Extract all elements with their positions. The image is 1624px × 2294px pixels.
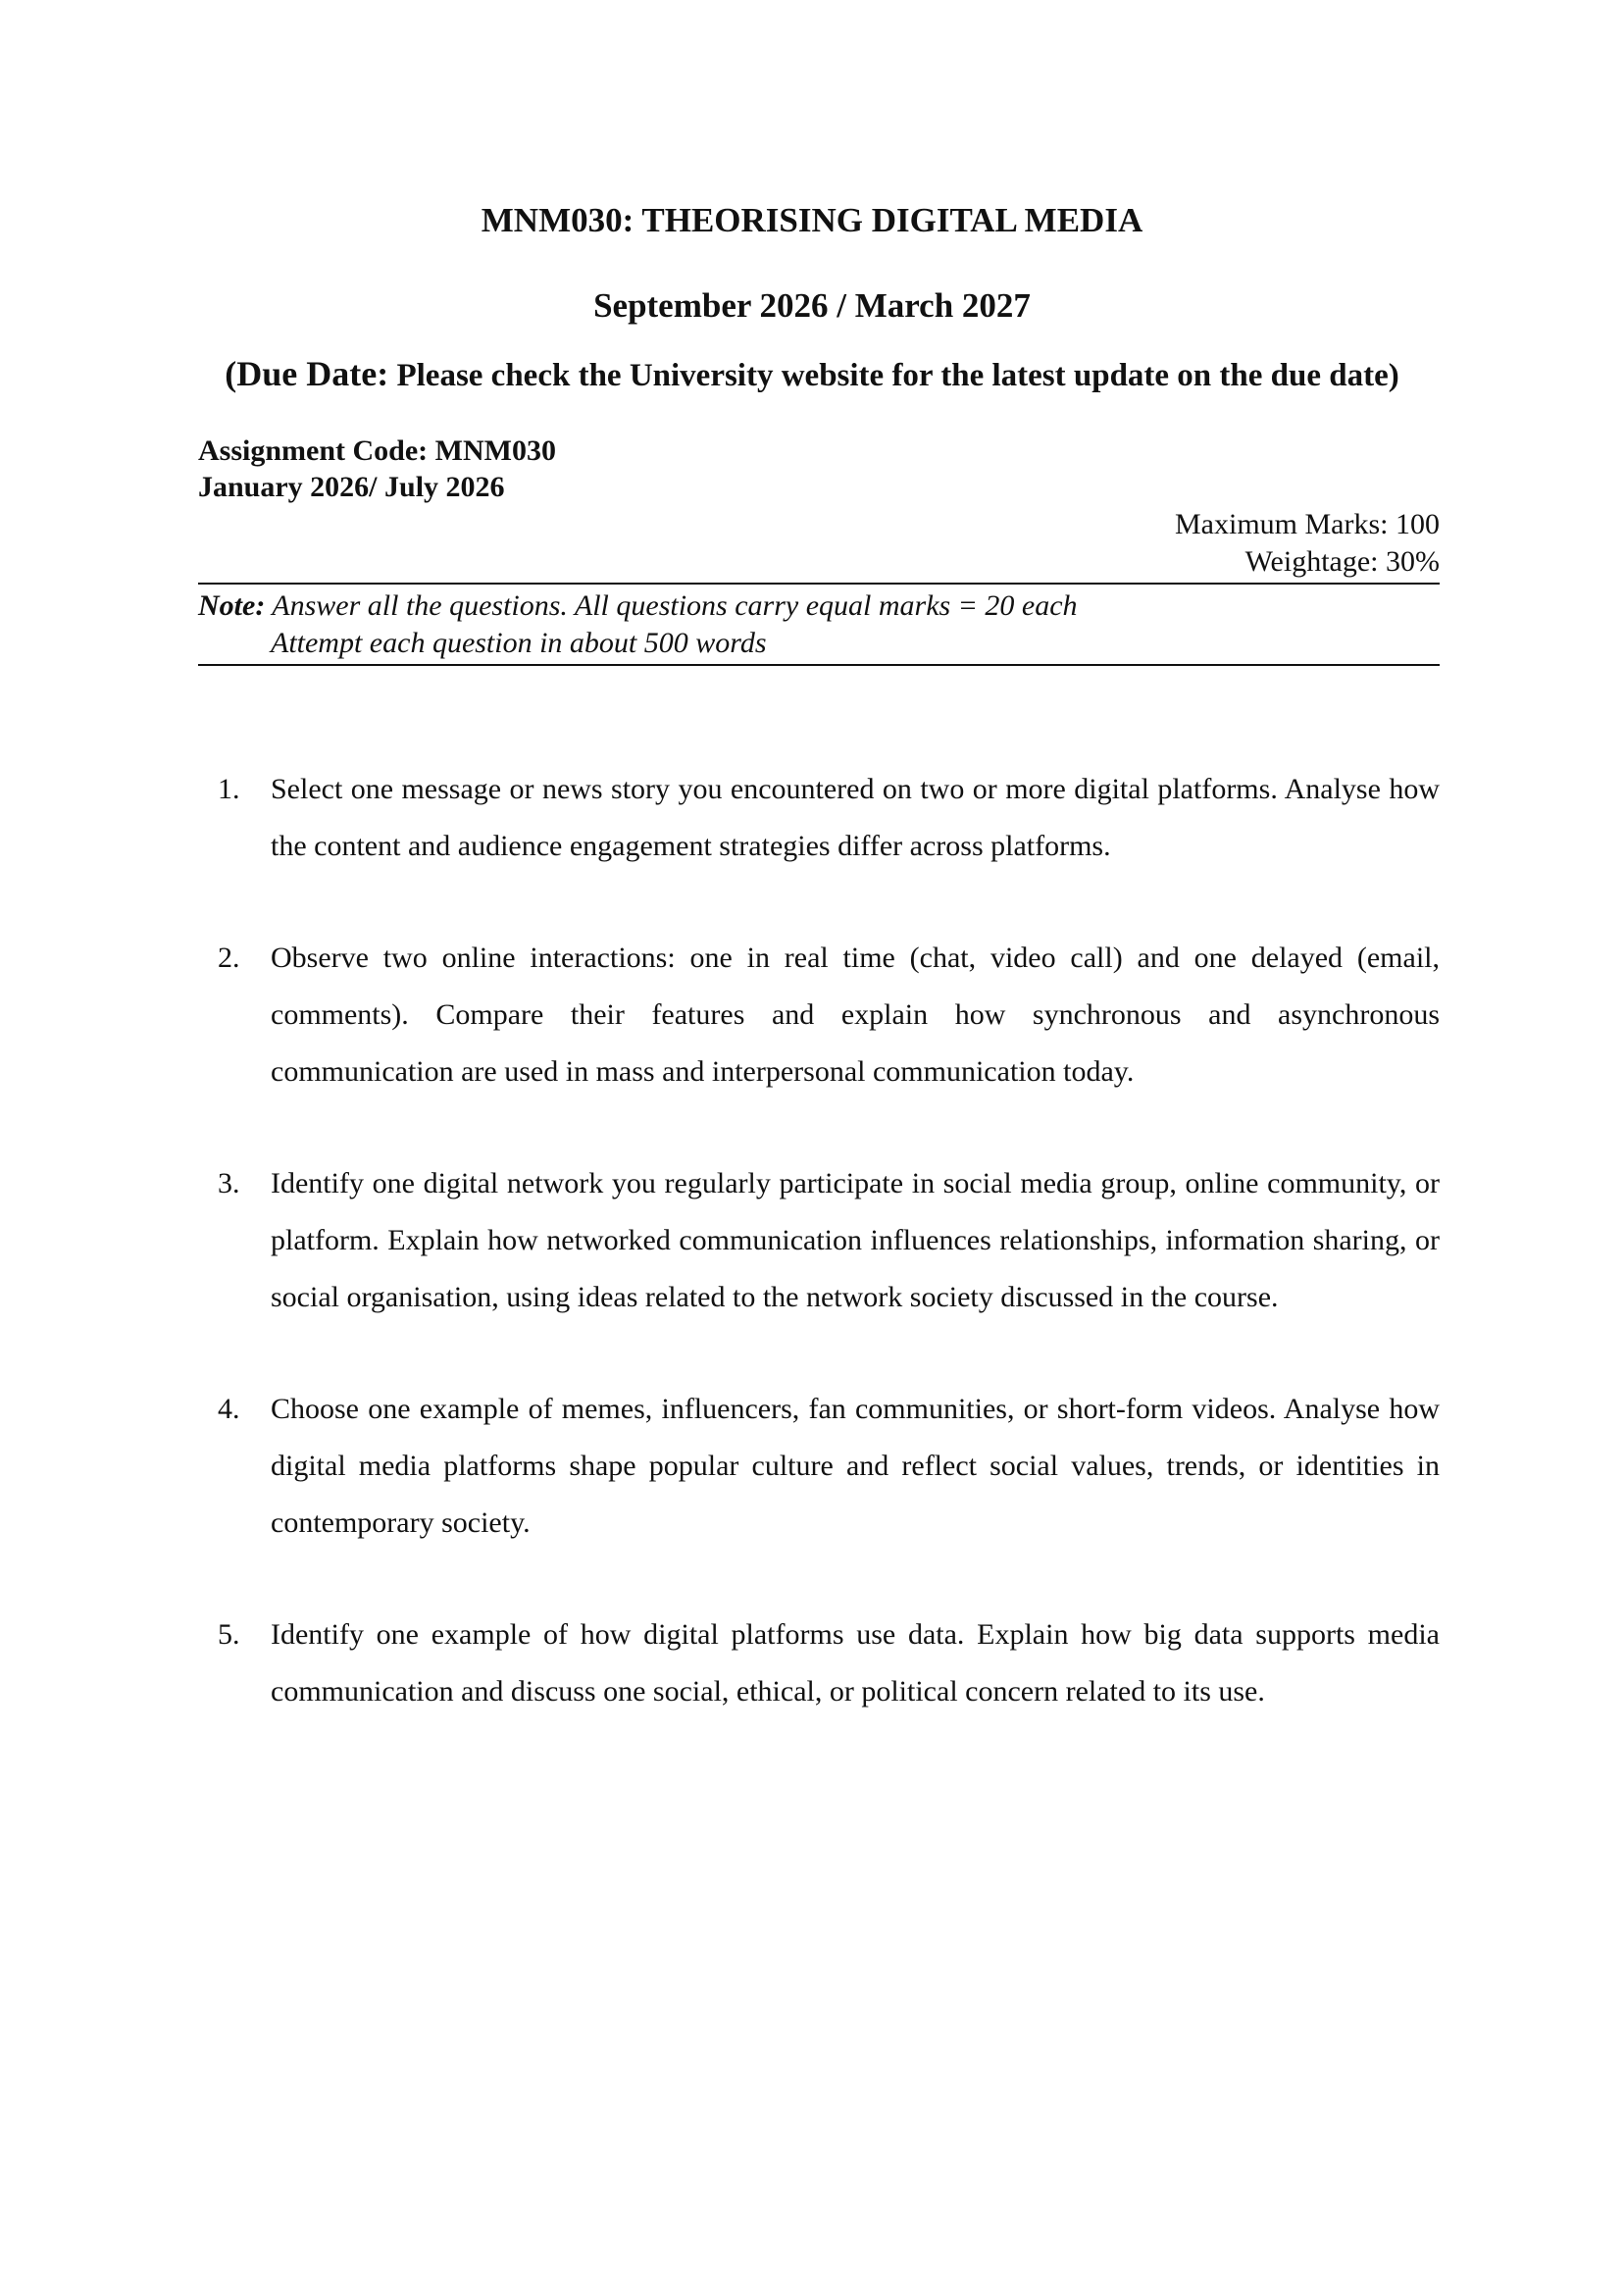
- note-text-1: Answer all the questions. All questions carry equal marks = 20 each: [272, 589, 1078, 622]
- question-number: 4.: [218, 1393, 240, 1425]
- question-text: Select one message or news story you encountered on two or more digital platforms. Analyse how the content and audience engagement strategies differ across platforms.: [271, 773, 1440, 862]
- question-list: [218, 761, 1440, 1775]
- question-item: [218, 930, 1440, 1100]
- note-label: Note:: [198, 589, 266, 622]
- question-item: [218, 1381, 1440, 1552]
- due-date-text: Please check the University website for the latest update on the due date): [396, 358, 1399, 393]
- question-item: [218, 761, 1440, 875]
- question-text: Identify one digital network you regularly participate in social media group, online community, or platform. Explain how networked communication influences relationships, information sharing, or social organisation, using ideas related to the network society discussed in the course.: [271, 1167, 1440, 1313]
- question-item: [218, 1155, 1440, 1326]
- course-title: MNM030: THEORISING DIGITAL MEDIA: [481, 201, 1143, 239]
- divider-bottom: [198, 664, 1440, 666]
- due-date-line: [0, 352, 1624, 397]
- assignment-code: Assignment Code: MNM030: [198, 434, 556, 467]
- question-item: [218, 1606, 1440, 1720]
- note-line-2: Attempt each question in about 500 words: [271, 627, 767, 659]
- question-number: 2.: [218, 942, 240, 974]
- maximum-marks: Maximum Marks: 100: [1175, 508, 1440, 540]
- note-line-1: [198, 588, 1078, 624]
- question-number: 5.: [218, 1618, 240, 1651]
- question-text: Observe two online interactions: one in real time (chat, video call) and one delayed (email, comments). Compare their features and explain how synchronous and asynchronous communication are used in mass and interpersonal communication today.: [271, 942, 1440, 1088]
- due-date-label: (Due Date:: [225, 354, 389, 393]
- divider-top: [198, 583, 1440, 585]
- question-text: Choose one example of memes, influencers, fan communities, or short-form videos. Analyse how digital media platforms shape popular culture and reflect social values, trends, or identities in contemporary society.: [271, 1393, 1440, 1539]
- question-text: Identify one example of how digital platforms use data. Explain how big data supports media communication and discuss one social, ethical, or political concern related to its use.: [271, 1618, 1440, 1708]
- question-number: 3.: [218, 1167, 240, 1199]
- session-title: September 2026 / March 2027: [593, 286, 1031, 325]
- assignment-period: January 2026/ July 2026: [198, 471, 505, 503]
- question-number: 1.: [218, 773, 240, 805]
- weightage: Weightage: 30%: [1244, 545, 1440, 578]
